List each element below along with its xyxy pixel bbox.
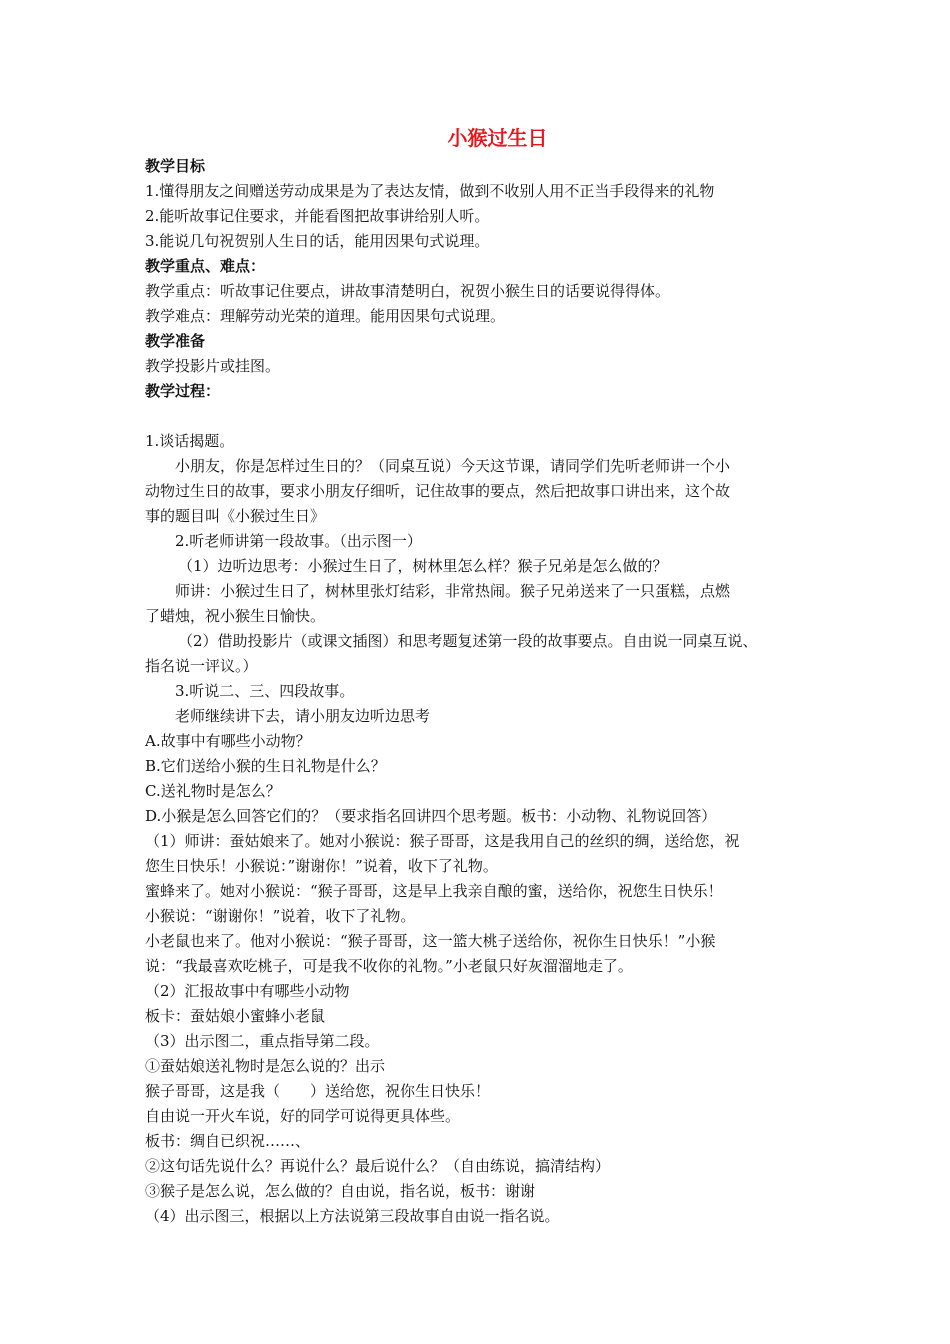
text-line: 2.听老师讲第一段故事。（出示图一） — [175, 532, 422, 550]
document-body — [145, 154, 850, 1229]
text-line: ③猴子是怎么说，怎么做的？自由说，指名说，板书：谢谢 — [145, 1182, 536, 1200]
text-line: （1）师讲：蚕姑娘来了。她对小猴说：猴子哥哥，这是我用自己的丝织的绸，送给您，祝 — [145, 832, 740, 850]
text-line: 板卡：蚕姑娘小蜜蜂小老鼠 — [145, 1007, 326, 1025]
text-line: A.故事中有哪些小动物？ — [145, 732, 311, 750]
section-heading: 教学目标 — [145, 157, 206, 175]
text-line: （4）出示图三，根据以上方法说第三段故事自由说一指名说。 — [145, 1207, 560, 1225]
text-line: 小猴说：“谢谢你！”说着，收下了礼物。 — [145, 907, 416, 925]
section-heading: 教学过程： — [145, 382, 221, 400]
text-line: 1.谈话揭题。 — [145, 432, 235, 450]
text-line: 老师继续讲下去，请小朋友边听边思考 — [175, 707, 431, 725]
text-line: 3.能说几句祝贺别人生日的话，能用因果句式说理。 — [145, 232, 490, 250]
text-line: 3.听说二、三、四段故事。 — [175, 682, 355, 700]
text-line: 说：“我最喜欢吃桃子，可是我不收你的礼物。”小老鼠只好灰溜溜地走了。 — [145, 957, 633, 975]
text-line: 自由说一开火车说，好的同学可说得更具体些。 — [145, 1107, 461, 1125]
text-line: 小老鼠也来了。他对小猴说：“猴子哥哥，这一篮大桃子送给你，祝你生日快乐！”小猴 — [145, 932, 716, 950]
text-line: 动物过生日的故事，要求小朋友仔细听，记住故事的要点，然后把故事口讲出来，这个故 — [145, 482, 731, 500]
text-line: ②这句话先说什么？再说什么？最后说什么？（自由练说，搞清结构） — [145, 1157, 611, 1175]
text-line: 了蜡烛，祝小猴生日愉快。 — [145, 607, 326, 625]
text-line: ①蚕姑娘送礼物时是怎么说的？出示 — [145, 1057, 386, 1075]
text-line: （2）汇报故事中有哪些小动物 — [145, 982, 350, 1000]
document-title: 小猴过生日 — [447, 126, 548, 150]
text-line: 教学难点：理解劳动光荣的道理。能用因果句式说理。 — [145, 307, 506, 325]
text-line: 蜜蜂来了。她对小猴说：“猴子哥哥，这是早上我亲自酿的蜜，送给你，祝您生日快乐！ — [145, 882, 723, 900]
text-line: 教学投影片或挂图。 — [145, 357, 281, 375]
text-line: 猴子哥哥，这是我（ ）送给您，祝你生日快乐！ — [145, 1082, 491, 1100]
text-line: B.它们送给小猴的生日礼物是什么？ — [145, 757, 386, 775]
text-line: 事的题目叫《小猴过生日》 — [145, 507, 326, 525]
text-line: 小朋友，你是怎样过生日的？（同桌互说）今天这节课，请同学们先听老师讲一个小 — [175, 457, 731, 475]
text-line: 1.懂得朋友之间赠送劳动成果是为了表达友情，做到不收别人用不正当手段得来的礼物 — [145, 182, 715, 200]
text-line: （1）边听边思考：小猴过生日了，树林里怎么样？猴子兄弟是怎么做的？ — [178, 557, 668, 575]
text-line: D.小猴是怎么回答它们的？（要求指名回讲四个思考题。板书：小动物、礼物说回答） — [145, 807, 717, 825]
section-heading: 教学准备 — [145, 332, 206, 350]
text-line: 教学重点：听故事记住要点，讲故事清楚明白，祝贺小猴生日的话要说得得体。 — [145, 282, 671, 300]
text-line: 师讲：小猴过生日了，树林里张灯结彩，非常热闹。猴子兄弟送来了一只蛋糕，点燃 — [175, 582, 731, 600]
text-line: 2.能听故事记住要求，并能看图把故事讲给别人听。 — [145, 207, 490, 225]
text-line: 指名说一评议。） — [145, 657, 258, 675]
section-heading: 教学重点、难点： — [145, 257, 266, 275]
blank-line — [145, 404, 850, 429]
text-line: （2）借助投影片（或课文插图）和思考题复述第一段的故事要点。自由说一同桌互说、 — [178, 632, 758, 650]
text-line: （3）出示图二，重点指导第二段。 — [145, 1032, 380, 1050]
text-line: 板书：绸自已织祝……、 — [145, 1132, 311, 1150]
text-line: 您生日快乐！小猴说：”谢谢你！”说着，收下了礼物。 — [145, 857, 498, 875]
text-line: C.送礼物时是怎么？ — [145, 782, 281, 800]
